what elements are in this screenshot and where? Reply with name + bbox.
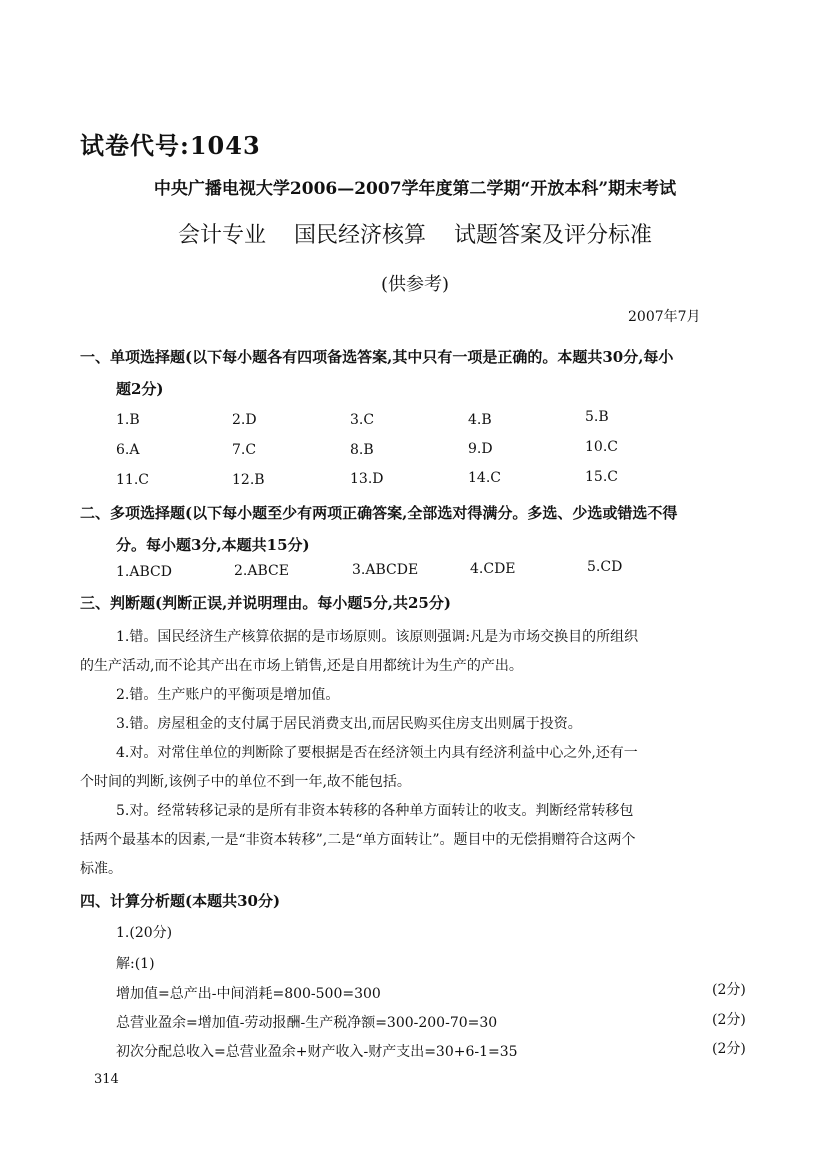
answer-item: 13.D — [350, 471, 384, 487]
judgment-line: 个时间的判断,该例子中的单位不到一年,故不能包括。 — [80, 774, 411, 790]
points-label: (2分) — [712, 1012, 746, 1028]
formula-line: 总营业盈余=增加值-劳动报酬-生产税净额=300-200-70=30 — [116, 1015, 498, 1031]
answer-item: 5.CD — [587, 559, 623, 575]
points-label: (2分) — [712, 1041, 746, 1057]
formula-line: 初次分配总收入=总营业盈余+财产收入-财产支出=30+6-1=35 — [116, 1044, 518, 1060]
reference-note: (供参考) — [380, 274, 450, 295]
judgment-line: 括两个最基本的因素,一是“非资本转移”,二是“单方面转让”。题目中的无偿捐赠符合这两个 — [80, 832, 636, 848]
answer-item: 4.B — [468, 412, 492, 428]
paper-code: 试卷代号:1043 — [80, 131, 261, 160]
judgment-line: 标准。 — [80, 861, 122, 877]
answer-item: 14.C — [468, 470, 501, 486]
section4-title: 四、计算分析题(本题共30分) — [80, 892, 281, 910]
answer-item: 12.B — [232, 472, 265, 488]
section2-title: 二、多项选择题(以下每小题至少有两项正确答案,全部选对得满分。多选、少选或错选不得 — [80, 504, 678, 522]
answer-item: 3.ABCDE — [352, 562, 419, 578]
answer-item: 11.C — [116, 472, 149, 488]
section1-title: 一、单项选择题(以下每小题各有四项备选答案,其中只有一项是正确的。本题共30分,每小 — [80, 348, 674, 366]
answer-item: 7.C — [232, 442, 257, 458]
answer-item: 3.C — [350, 412, 375, 428]
answer-item: 15.C — [585, 469, 618, 485]
section1-title-cont: 题2分) — [116, 380, 164, 398]
answer-item: 2.ABCE — [234, 563, 289, 579]
question-number: 1.(20分) — [116, 925, 173, 941]
points-label: (2分) — [712, 982, 746, 998]
judgment-line: 1.错。国民经济生产核算依据的是市场原则。该原则强调:凡是为市场交换目的所组织 — [116, 629, 639, 645]
answer-item: 1.B — [116, 412, 140, 428]
page-number: 314 — [94, 1072, 119, 1087]
exam-title: 中央广播电视大学2006—2007学年度第二学期“开放本科”期末考试 — [153, 179, 677, 199]
answer-item: 4.CDE — [470, 561, 516, 577]
answer-item: 8.B — [350, 442, 374, 458]
judgment-line: 3.错。房屋租金的支付属于居民消费支出,而居民购买住房支出则属于投资。 — [116, 716, 582, 732]
answer-item: 10.C — [585, 439, 618, 455]
answer-item: 9.D — [468, 441, 493, 457]
answer-item: 2.D — [232, 412, 257, 428]
doc-type: 试题答案及评分标准 — [454, 223, 653, 248]
formula-line: 增加值=总产出-中间消耗=800-500=300 — [116, 986, 381, 1002]
answer-item: 6.A — [116, 442, 140, 458]
subject-line — [0, 218, 830, 249]
exam-date: 2007年7月 — [628, 309, 701, 325]
judgment-line: 的生产活动,而不论其产出在市场上销售,还是自用都统计为生产的产出。 — [80, 658, 523, 674]
judgment-line: 4.对。对常住单位的判断除了要根据是否在经济领土内具有经济利益中心之外,还有一 — [116, 745, 638, 761]
answer-item: 1.ABCD — [116, 564, 172, 580]
section3-title: 三、判断题(判断正误,并说明理由。每小题5分,共25分) — [80, 594, 451, 612]
judgment-line: 5.对。经常转移记录的是所有非资本转移的各种单方面转让的收支。判断经常转移包 — [116, 803, 634, 819]
major: 会计专业 — [177, 223, 266, 248]
course: 国民经济核算 — [293, 223, 426, 248]
solution-label: 解:(1) — [116, 956, 155, 972]
section2-title-cont: 分。每小题3分,本题共15分) — [116, 536, 310, 554]
answer-item: 5.B — [585, 409, 609, 425]
judgment-line: 2.错。生产账户的平衡项是增加值。 — [116, 687, 340, 703]
